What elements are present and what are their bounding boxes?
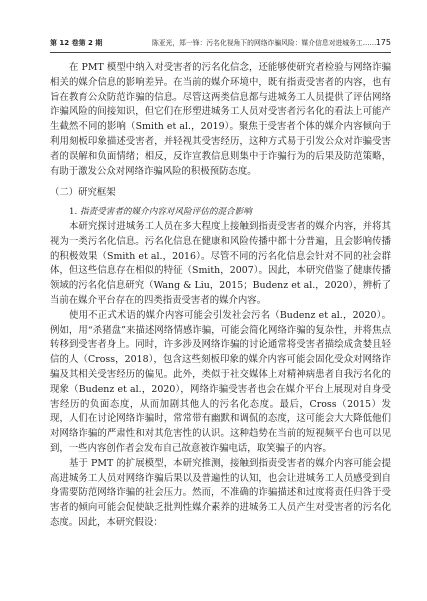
body-paragraph: 本研究探讨进城务工人员在多大程度上接触到指责受害者的媒介内容，并将其视为一类污名化信息。污名化信息在健康和风险传播中都十分普遍，且会影响传播的积极效果（Smith et al.，2016）。尽管不同的污名化信息会针对不同的社会群体，但这些信息存在相似的特征（Smith，2007）。因此，本研究借鉴了健康传播领域的污名化信息研究（Wang & Liu，2015；Budenz et al.，2020），辨析了当前在媒介平台存在的四类指责受害者的媒介内容。 [50,220,391,306]
article-running-title: 陈亚光，郑一锋：污名化视角下的网络诈骗风险：媒介信息对进城务工…… [152,39,377,47]
subsection-title: 指责受害者的媒介内容对风险评估的混合影响 [79,207,252,218]
body-paragraph: 使用不正式术语的媒介内容可能会引发社会污名（Budenz et al.，2020）。例如，用“杀猪盘”来描述网络情感诈骗，可能会简化网络诈骗的复杂性，并将焦点转移到受害者身上。同时，许多涉及网络诈骗的讨论通常将受害者描绘成贪婪且轻信的人（Cross，2018），包含这些刻板印象的媒介内容可能会固化受众对网络诈骗及其相关受害经历的偏见。此外，类似于社交媒体上对精神病患者自我污名化的现象（Budenz et al.，2020），网络诈骗受害者也会在媒介平台上展现对自身受害经历的负面态度，从而加剧其他人的污名化态度。最后，Cross（2015）发现，人们在讨论网络诈骗时，常常带有幽默和调侃的态度，这可能会大大降低他们对网络诈骗的严肃性和对其危害性的认识。这种趋势在当前的短视频平台也可以见到，一些内容创作者会发布自己故意被诈骗电话，取笑骗子的内容。 [50,309,391,454]
subsection-number: 1. [69,207,78,218]
running-header [50,36,391,50]
page-number: 175 [375,38,391,47]
journal-volume: 第 12 卷第 2 期 [50,39,103,47]
subsection-heading [50,205,391,220]
header-rule [50,52,391,53]
page-body [50,61,391,531]
body-paragraph: 基于 PMT 的扩展模型，本研究推测，接触到指责受害者的媒介内容可能会提高进城务工人员对网络诈骗后果以及普遍性的认知，也会让进城务工人员感受到自身需要防范网络诈骗的社会压力。然而，不准确的诈骗描述和过度将责任归咎于受害者的倾向可能会促使缺乏批判性媒介素养的进城务工人员产生对受害者的污名化态度。因此，本研究假设： [50,457,391,528]
body-paragraph: 在 PMT 模型中纳入对受害者的污名化信念，还能够使研究者检验与网络诈骗相关的媒介信息的影响差异。在当前的媒介环境中，既有指责受害者的内容，也有旨在教育公众防范诈骗的信息。尽管这两类信息都与进城务工人员提供了评估网络诈骗风险的间接知识，但它们在形塑进城务工人员对受害者污名化的看法上可能产生截然不同的影响（Smith et al.，2019）。聚焦于受害者个体的媒介内容倾向于利用刻板印象描述受害者，并轻视其受害经历，这种方式易于引发公众对诈骗受害者的误解和负面情绪；相反，反诈宣教信息则集中于诈骗行为的后果及防范策略，有助于激发公众对网络诈骗风险的积极预防态度。 [50,62,391,177]
section-heading: （二）研究框架 [50,187,116,199]
